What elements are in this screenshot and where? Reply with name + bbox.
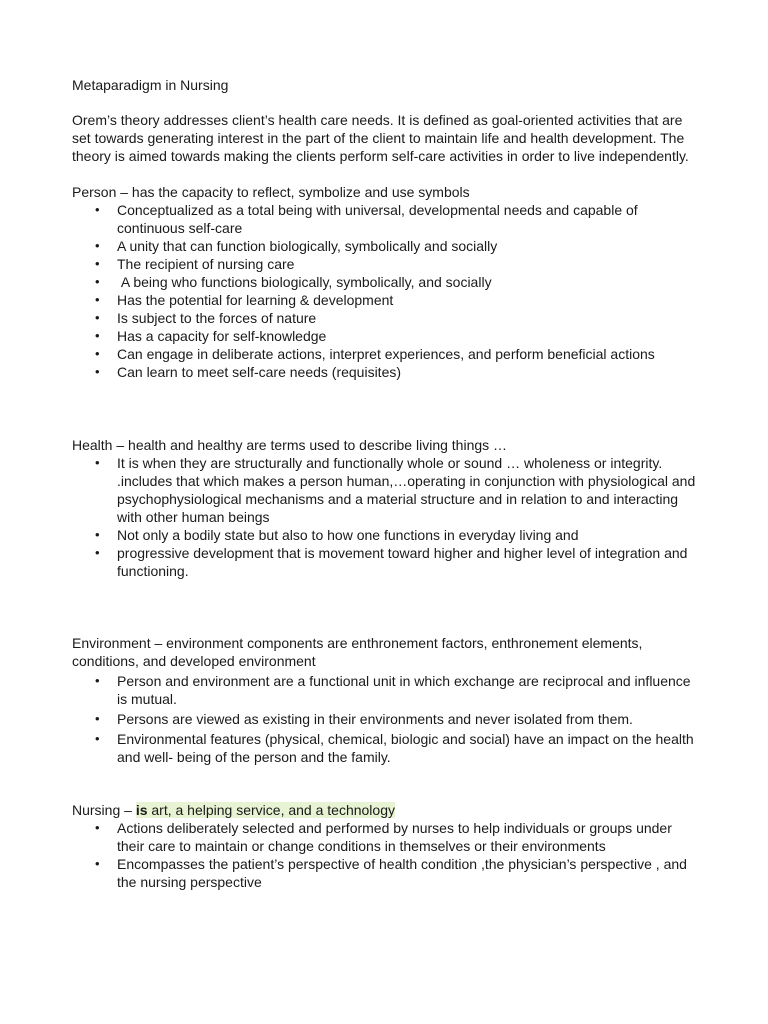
environment-heading: Environment – environment components are enthronement factors, enthronement elements, conditions, and developed environment — [72, 635, 643, 669]
document-page — [72, 76, 702, 891]
list-item: • It is when they are structurally and functionally whole or sound … wholeness or integrity. .includes that which makes a person human,…operating in conjunction with physiological and psychophysiological mechanisms and a material structure and in relation to and interacting with other human beings — [72, 454, 702, 526]
list-item: • Persons are viewed as existing in their environments and never isolated from them. — [72, 710, 702, 728]
document-title: Metaparadigm in Nursing — [72, 77, 229, 93]
list-item: • Not only a bodily state but also to how one functions in everyday living and — [72, 526, 702, 544]
list-item: • Has a capacity for self-knowledge — [72, 327, 702, 345]
list-item: • Encompasses the patient’s perspective of health condition ,the physician’s perspective , and the nursing perspective — [72, 855, 702, 891]
nursing-heading-prefix: Nursing – — [72, 802, 136, 818]
nursing-heading-bold: is — [135, 802, 148, 818]
nursing-section — [72, 801, 702, 891]
list-item: • Person and environment are a functional unit in which exchange are reciprocal and influence is mutual. — [72, 672, 702, 708]
nursing-heading-highlight: art, a helping service, and a technology — [147, 802, 395, 818]
environment-section — [72, 634, 702, 766]
intro-paragraph: Orem’s theory addresses client’s health care needs. It is defined as goal-oriented activities that are set towards generating interest in the part of the client to maintain life and health development. The theory is aimed towards making the clients perform self-care activities in order to live independently. — [72, 112, 689, 164]
list-item: • The recipient of nursing care — [72, 255, 702, 273]
person-heading: Person – has the capacity to reflect, symbolize and use symbols — [72, 184, 470, 200]
list-item: • A being who functions biologically, symbolically, and socially — [72, 273, 702, 291]
nursing-heading — [72, 801, 702, 819]
health-heading: Health – health and healthy are terms used to describe living things … — [72, 437, 508, 453]
health-section — [72, 436, 702, 580]
list-item: • progressive development that is movement toward higher and higher level of integration and functioning. — [72, 544, 702, 580]
environment-list — [72, 672, 702, 766]
list-item: • Can engage in deliberate actions, interpret experiences, and perform beneficial actions — [72, 345, 702, 363]
list-item: • Can learn to meet self-care needs (requisites) — [72, 363, 702, 381]
list-item: • Conceptualized as a total being with universal, developmental needs and capable of continuous self-care — [72, 201, 702, 237]
nursing-list — [72, 819, 702, 891]
list-item: • Environmental features (physical, chemical, biologic and social) have an impact on the health and well- being of the person and the family. — [72, 730, 702, 766]
list-item: • Has the potential for learning & development — [72, 291, 702, 309]
health-list — [72, 454, 702, 580]
person-section — [72, 183, 702, 381]
list-item: • A unity that can function biologically, symbolically and socially — [72, 237, 702, 255]
person-list — [72, 201, 702, 381]
list-item: • Actions deliberately selected and performed by nurses to help individuals or groups under their care to maintain or change conditions in themselves or their environments — [72, 819, 702, 855]
list-item: • Is subject to the forces of nature — [72, 309, 702, 327]
